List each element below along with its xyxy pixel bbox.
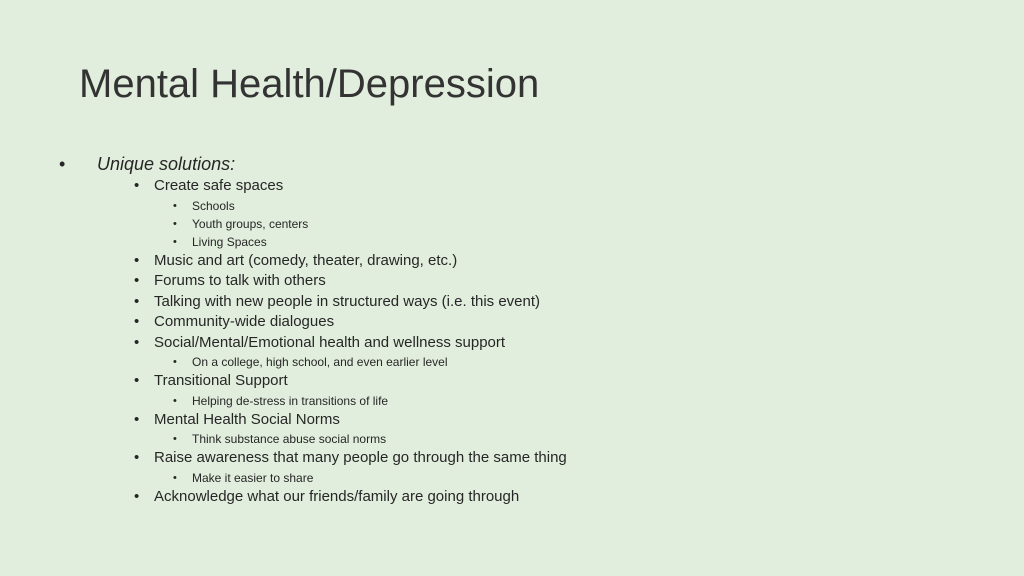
- slide-title: Mental Health/Depression: [79, 62, 540, 106]
- solution-item: [134, 176, 978, 251]
- bullet-marker: •: [134, 292, 140, 310]
- sub-item: [173, 233, 978, 251]
- heading-text: Unique solutions:: [97, 154, 236, 174]
- solution-text: Raise awareness that many people go through the same thing: [154, 449, 567, 466]
- bullet-marker: •: [59, 154, 66, 174]
- bullet-marker: •: [173, 433, 177, 445]
- solution-item: [134, 410, 978, 449]
- bullet-marker: •: [134, 272, 140, 289]
- bullet-marker: •: [173, 356, 177, 368]
- solution-text: Social/Mental/Emotional health and wellness support: [154, 333, 506, 351]
- sub-item: [173, 469, 978, 487]
- solution-item: [134, 312, 978, 333]
- bullet-marker: •: [134, 487, 140, 505]
- sub-list: [154, 392, 978, 410]
- bullet-marker: •: [173, 471, 177, 484]
- sub-item: [173, 197, 978, 215]
- bullet-marker: •: [173, 235, 177, 248]
- sub-item-text: Youth groups, centers: [192, 216, 309, 231]
- sub-list: [154, 430, 978, 448]
- sub-item-text: Make it easier to share: [192, 470, 314, 485]
- sub-list: [154, 353, 978, 371]
- bullet-marker: •: [173, 217, 177, 230]
- sub-item: [173, 215, 978, 233]
- sub-item-text: Think substance abuse social norms: [192, 432, 387, 446]
- solution-text: Music and art (comedy, theater, drawing, etc.): [154, 251, 458, 269]
- bullet-marker: •: [134, 372, 140, 389]
- sub-item: [173, 392, 978, 410]
- sub-item-text: On a college, high school, and even earlier level: [192, 355, 448, 369]
- bullet-list: [59, 152, 978, 507]
- sub-item: [173, 353, 978, 371]
- solution-item: [134, 371, 978, 410]
- slide-content: [59, 152, 978, 507]
- solution-text: Mental Health Social Norms: [154, 410, 340, 428]
- solution-item: [134, 333, 978, 372]
- solution-text: Transitional Support: [154, 372, 288, 389]
- solution-text: Talking with new people in structured ways (i.e. this event): [154, 292, 541, 310]
- bullet-marker: •: [134, 449, 140, 466]
- solution-text: Forums to talk with others: [154, 272, 326, 289]
- sub-item-text: Helping de-stress in transitions of life: [192, 393, 389, 408]
- sub-item: [173, 430, 978, 448]
- bullet-marker: •: [134, 333, 140, 351]
- solution-item: [134, 271, 978, 292]
- solutions-list: [135, 176, 978, 507]
- solution-item: [134, 448, 978, 487]
- bullet-heading: [59, 152, 978, 507]
- solution-item: [134, 251, 978, 272]
- sub-item-text: Schools: [192, 198, 235, 213]
- solution-text: Acknowledge what our friends/family are going through: [154, 487, 520, 505]
- sub-list: [154, 469, 978, 487]
- bullet-marker: •: [134, 313, 140, 330]
- solution-item: [134, 292, 978, 313]
- bullet-marker: •: [173, 199, 177, 212]
- bullet-marker: •: [173, 394, 177, 407]
- sub-list: [154, 197, 978, 251]
- solution-text: Community-wide dialogues: [154, 313, 335, 330]
- solution-item: [134, 487, 978, 508]
- bullet-marker: •: [134, 410, 140, 428]
- solution-text: Create safe spaces: [154, 177, 284, 194]
- bullet-marker: •: [134, 177, 140, 194]
- bullet-marker: •: [134, 251, 140, 269]
- sub-item-text: Living Spaces: [192, 234, 267, 249]
